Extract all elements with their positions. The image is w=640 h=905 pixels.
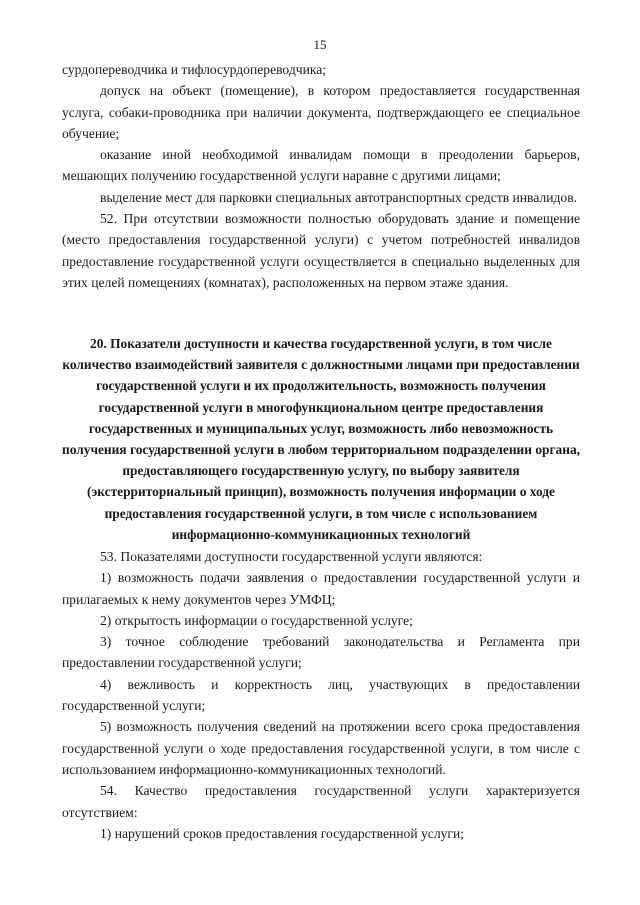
paragraph: 1) нарушений сроков предоставления государственной услуги; (100, 825, 465, 841)
paragraph: 52. При отсутствии возможности полностью оборудовать здание и помещение (место предоставления государственной услуги) с учетом потребностей инвалидов предоставление государственной услуги осуществляется в специально выделенных для этих целей помещениях (комнатах), расположенных на первом этаже здания. (62, 211, 580, 290)
top-text-block (62, 59, 580, 293)
paragraph: допуск на объект (помещение), в котором предоставляется государственная услуга, собаки-проводника при наличии документа, подтверждающего ее специальное обучение; (62, 83, 580, 141)
bottom-text-block (62, 546, 580, 844)
paragraph: 2) открытость информации о государственной услуге; (100, 612, 413, 628)
paragraph: 53. Показателями доступности государственной услуги являются: (100, 549, 483, 564)
page-number: 15 (313, 37, 327, 52)
section-heading: 20. Показатели доступности и качества государственной услуги, в том числе количество взаимодействий заявителя с должностными лицами при предоставлении государственной услуги и их продолжительность, возможность получения государственной услуги в многофункциональном центре предоставления государственных и муниципальных услуг, возможность либо невозможность получения государственной услуги в любом территориальном подразделении органа, предоставляющего государственную услугу, по выбору заявителя (экстерриториальный принцип), возможность получения информации о ходе предоставления государственной услуги, в том числе с использованием информационно-коммуникационных технологий (62, 336, 580, 542)
paragraph: 4) вежливость и корректность лиц, участвующих в предоставлении государственной услуги; (62, 676, 580, 714)
paragraph: выделение мест для парковки специальных автотранспортных средств инвалидов. (100, 189, 578, 205)
paragraph: 3) точное соблюдение требований законодательства и Регламента при предоставлении государственной услуги; (62, 634, 580, 671)
paragraph: оказание иной необходимой инвалидам помощи в преодолении барьеров, мешающих получению государственной услуги наравне с другими лицами; (62, 147, 580, 184)
paragraph: 1) возможность подачи заявления о предоставлении государственной услуги и прилагаемых к нему документов через УМФЦ; (62, 570, 580, 607)
paragraph: 54. Качество предоставления государственной услуги характеризуется отсутствием: (62, 783, 580, 820)
paragraph: сурдопереводчика и тифлосурдопереводчика; (62, 62, 327, 77)
paragraph: 5) возможность получения сведений на протяжении всего срока предоставления государственной услуги о ходе предоставления государственной услуги, в том числе с использованием информационно-коммуникационных технологий. (62, 719, 580, 777)
